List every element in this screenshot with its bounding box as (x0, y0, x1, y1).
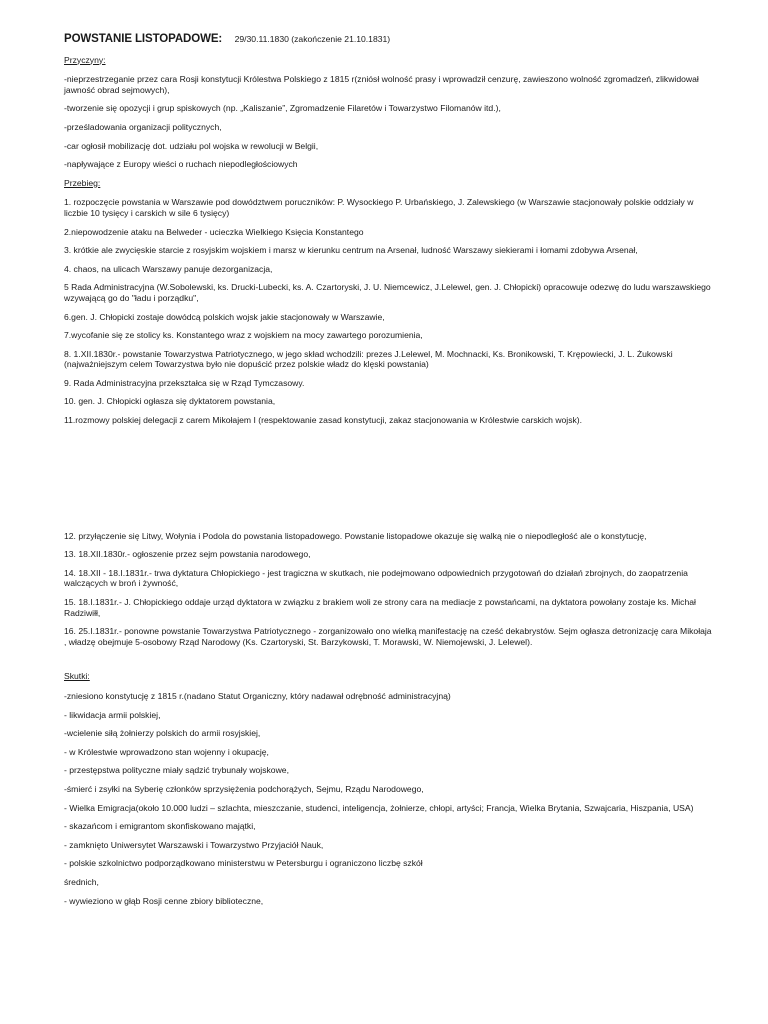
list-item: 4. chaos, na ulicach Warszawy panuje dezorganizacja, (64, 263, 273, 274)
list-item: - w Królestwie wprowadzono stan wojenny i okupację, (64, 746, 269, 757)
list-item: -wcielenie siłą żołnierzy polskich do armii rosyjskiej, (64, 728, 261, 739)
document-dates: 29/30.11.1830 (zakończenie 21.10.1831) (234, 34, 391, 44)
document-page (64, 34, 716, 914)
list-item: 12. przyłączenie się Litwy, Wołynia i Podola do powstania listopadowego. Powstanie listopadowe okazuje się walką nie o niepodległość ale o konstytucję, (64, 530, 647, 541)
list-item: 9. Rada Administracyjna przekształca się w Rząd Tymczasowy. (64, 377, 305, 388)
list-item: -śmierć i zsyłki na Syberię członków sprzysiężenia podchorążych, Sejmu, Rządu Narodowego, (64, 783, 424, 794)
list-item: -zniesiono konstytucję z 1815 r.(nadano Statut Organiczny, który nadawał odrębność administracyjną) (64, 691, 451, 701)
list-item: 16. 25.I.1831r.- ponowne powstanie Towarzystwa Patriotycznego - zorganizowało ono wielką manifestację na cześć dekabrystów. Sejm ogłasza detronizację cara Mikołaja , władzę obejmuje 5-osobowy Rząd Narodowy (Ks. Czartoryski, St. Barzykowski, T. Morawski, W. Niemojewski, J. Lelewel). (64, 626, 712, 647)
list-item: - polskie szkolnictwo podporządkowano ministerstwu w Petersburgu i ograniczono liczbę szkół (64, 858, 423, 869)
list-item: - Wielka Emigracja(około 10.000 ludzi – szlachta, mieszczanie, studenci, inteligencja, żołnierze, chłopi, artyści; Francja, Wielka Brytania, Szwajcaria, Hiszpania, USA) (64, 802, 694, 813)
list-item: -napływające z Europy wieści o ruchach niepodległościowych (64, 159, 298, 170)
list-item: -nieprzestrzeganie przez cara Rosji konstytucji Królestwa Polskiego z 1815 r(zniósł wolność prasy i wprowadził cenzurę, zawieszono wolność zgromadzeń, zlikwidował jawność obrad sejmowych), (64, 74, 699, 95)
section-gap (64, 655, 716, 671)
effects-list (64, 691, 716, 906)
list-item: - zamknięto Uniwersytet Warszawski i Towarzystwo Przyjaciół Nauk, (64, 839, 324, 850)
list-item: 10. gen. J. Chłopicki ogłasza się dyktatorem powstania, (64, 396, 276, 407)
list-item: 5 Rada Administracyjna (W.Sobolewski, ks. Drucki-Lubecki, ks. A. Czartoryski, J. U. Niemcewicz, J.Lelewel, gen. J. Chłopicki) opracowuje odezwę do ludu warszawskiego wzywającą go do "ładu i porządku", (64, 282, 711, 303)
list-item: - wywieziono w głąb Rosji cenne zbiory biblioteczne, (64, 895, 264, 906)
list-item: 15. 18.I.1831r.- J. Chłopickiego oddaje urząd dyktatora w związku z brakiem woli ze strony cara na mediacje z powstańcami, na dyktatora powołany zostaje ks. Michał Radziwiłł, (64, 597, 696, 618)
page-gap (64, 434, 716, 531)
list-item: 7.wycofanie się ze stolicy ks. Konstantego wraz z wojskiem na mocy zawartego porozumienia, (64, 330, 423, 341)
course-list (64, 197, 716, 425)
list-item: 13. 18.XII.1830r.- ogłoszenie przez sejm powstania narodowego, (64, 549, 311, 560)
causes-list (64, 74, 716, 170)
causes-heading: Przyczyny: (64, 54, 106, 65)
list-item: 3. krótkie ale zwycięskie starcie z rosyjskim wojskiem i marsz w kierunku centrum na Arsenał, ludność Warszawy siekierami i łomami zdobywa Arsenał, (64, 245, 638, 256)
list-item: - likwidacja armii polskiej, (64, 709, 161, 720)
list-item: - skazańcom i emigrantom skonfiskowano majątki, (64, 821, 256, 832)
title-row (64, 34, 716, 45)
course-heading: Przebieg: (64, 177, 101, 188)
course-list-continued (64, 531, 716, 648)
list-item: średnich, (64, 876, 99, 887)
list-item: 8. 1.XII.1830r.- powstanie Towarzystwa Patriotycznego, w jego skład wchodzili: prezes J.Lelewel, M. Mochnacki, Ks. Bronikowski, T. Krępowiecki, J. L. Żukowski (najważniejszym celem Towarzystwa było nie dopuścić przez polskie władz do klęski powstania) (64, 348, 673, 370)
list-item: -prześladowania organizacji politycznych, (64, 121, 222, 132)
effects-heading: Skutki: (64, 671, 90, 682)
list-item: 14. 18.XII - 18.I.1831r.- trwa dyktatura Chłopickiego - jest tragiczna w skutkach, nie podejmowano odpowiednich przygotowań do działań zbrojnych, do zaopatrzenia walczących w broń i żywność, (64, 567, 688, 589)
list-item: 6.gen. J. Chłopicki zostaje dowódcą polskich wojsk jakie stacjonowały w Warszawie, (64, 311, 385, 322)
list-item: 1. rozpoczęcie powstania w Warszawie pod dowództwem poruczników: P. Wysockiego P. Urbańskiego, J. Zalewskiego (w Warszawie stacjonowały polskie oddziały w liczbie 10 tysięcy i carskich w sile 6 tysięcy) (64, 197, 694, 218)
list-item: 2.niepowodzenie ataku na Belweder - ucieczka Wielkiego Księcia Konstantego (64, 226, 364, 237)
list-item: 11.rozmowy polskiej delegacji z carem Mikołajem I (respektowanie zasad konstytucji, zakaz stacjonowania w Królestwie carskich wojsk). (64, 415, 583, 426)
document-title: POWSTANIE LISTOPADOWE: (64, 33, 223, 45)
list-item: - przestępstwa polityczne miały sądzić trybunały wojskowe, (64, 765, 289, 776)
list-item: -car ogłosił mobilizację dot. udziału pol wojska w rewolucji w Belgii, (64, 140, 319, 151)
list-item: -tworzenie się opozycji i grup spiskowych (np. „Kaliszanie”, Zgromadzenie Filaretów i Towarzystwo Filomanów itd.), (64, 103, 501, 114)
